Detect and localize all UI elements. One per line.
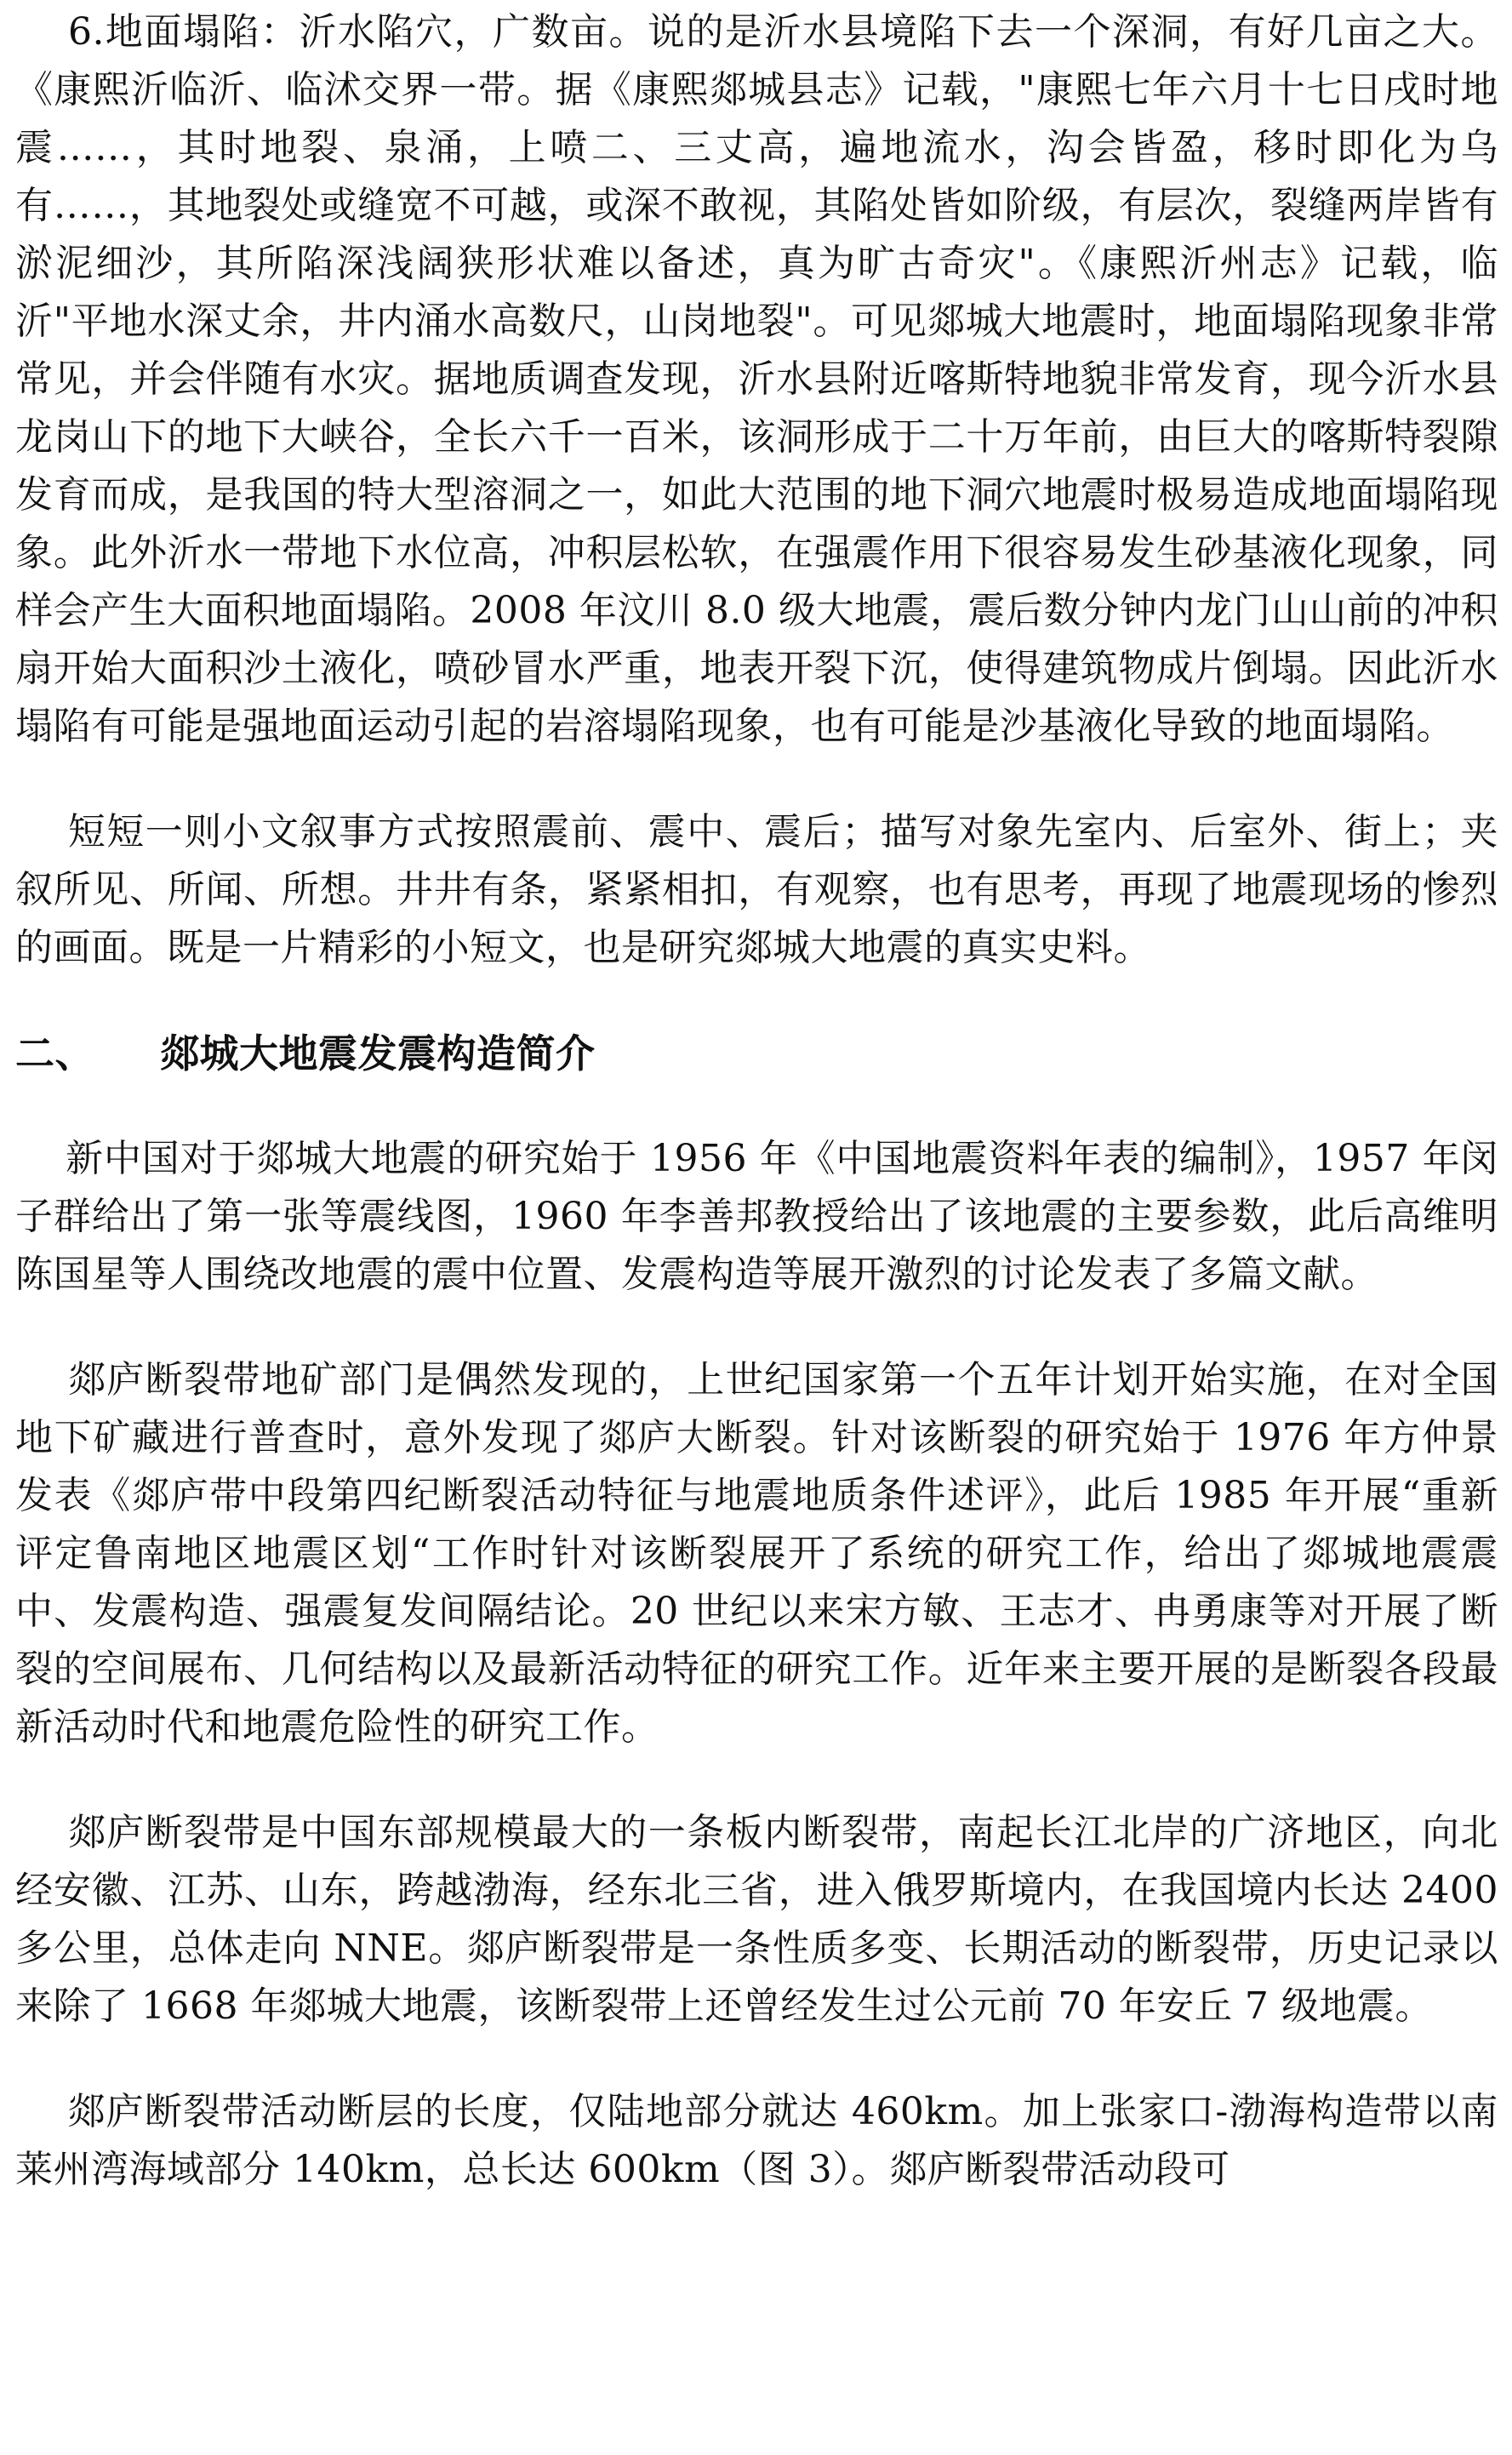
- paragraph-fault-discovery: 郯庐断裂带地矿部门是偶然发现的，上世纪国家第一个五年计划开始实施，在对全国地下矿藏进行普查时，意外发现了郯庐大断裂。针对该断裂的研究始于 1976 年方仲景发表《郯庐带中段第四纪断裂活动特征与地震地质条件述评》，此后 1985 年开展“重新评定鲁南地区地震区划“工作时针对该断裂展开了系统的研究工作，给出了郯城地震震中、发震构造、强震复发间隔结论。20 世纪以来宋方敏、王志才、冉勇康等对开展了断裂的空间展布、几何结构以及最新活动特征的研究工作。近年来主要开展的是断裂各段最新活动时代和地震危险性的研究工作。: [15, 1358, 1499, 1749]
- paragraph-gap: [15, 756, 1498, 803]
- paragraph-gap: [15, 1304, 1498, 1351]
- paragraph-gap: [15, 2035, 1498, 2083]
- paragraph-narrative-summary: 短短一则小文叙事方式按照震前、震中、震后；描写对象先室内、后室外、街上；夹叙所见、所闻、所想。井井有条，紧紧相扣，有观察，也有思考，再现了地震现场的惨烈的画面。既是一片精彩的小短文，也是研究郯城大地震的真实史料。: [15, 810, 1499, 969]
- paragraph-fault-overview: 郯庐断裂带是中国东部规模最大的一条板内断裂带，南起长江北岸的广济地区，向北经安徽、江苏、山东，跨越渤海，经东北三省，进入俄罗斯境内，在我国境内长达 2400 多公里，总体走向 NNE。郯庐断裂带是一条性质多变、长期活动的断裂带，历史记录以来除了 1668 年郯城大地震，该断裂带上还曾经发生过公元前 70 年安丘 7 级地震。: [15, 1811, 1511, 2028]
- paragraph-gap: [15, 977, 1498, 1025]
- section-heading: [15, 1025, 1498, 1082]
- section-number: 二、: [15, 1031, 94, 1076]
- paragraph-gap: [15, 1082, 1498, 1130]
- section-title: 郯城大地震发震构造简介: [160, 1031, 596, 1076]
- paragraph-fault-length: 郯庐断裂带活动断层的长度，仅陆地部分就达 460km。加上张家口-渤海构造带以南莱州湾海域部分 140km，总长达 600km（图 3）。郯庐断裂带活动段可: [15, 2090, 1499, 2191]
- paragraph-ground-collapse: 6.地面塌陷：沂水陷穴，广数亩。说的是沂水县境陷下去一个深洞，有好几亩之大。《康熙沂临沂、临沭交界一带。据《康熙郯城县志》记载，"康熙七年六月十七日戌时地震……，其时地裂、泉涌，上喷二、三丈高，遍地流水，沟会皆盈，移时即化为乌有……，其地裂处或缝宽不可越，或深不敢视，其陷处皆如阶级，有层次，裂缝两岸皆有淤泥细沙，其所陷深浅阔狭形状难以备述，真为旷古奇灾"。《康熙沂州志》记载，临沂"平地水深丈余，井内涌水高数尺，山岗地裂"。可见郯城大地震时，地面塌陷现象非常常见，并会伴随有水灾。据地质调查发现，沂水县附近喀斯特地貌非常发育，现今沂水县龙岗山下的地下大峡谷，全长六千一百米，该洞形成于二十万年前，由巨大的喀斯特裂隙发育而成，是我国的特大型溶洞之一，如此大范围的地下洞穴地震时极易造成地面塌陷现象。此外沂水一带地下水位高，冲积层松软，在强震作用下很容易发生砂基液化现象，同样会产生大面积地面塌陷。2008 年汶川 8.0 级大地震，震后数分钟内龙门山山前的冲积扇开始大面积沙土液化，喷砂冒水严重，地表开裂下沉，使得建筑物成片倒塌。因此沂水塌陷有可能是强地面运动引起的岩溶塌陷现象，也有可能是沙基液化导致的地面塌陷。: [15, 10, 1498, 748]
- paragraph-gap: [15, 1756, 1498, 1804]
- paragraph-research-history: 新中国对于郯城大地震的研究始于 1956 年《中国地震资料年表的编制》，1957 年闵子群给出了第一张等震线图，1960 年李善邦教授给出了该地震的主要参数，此后高维明陈国星等人围绕改地震的震中位置、发震构造等展开激烈的讨论发表了多篇文献。: [15, 1137, 1498, 1296]
